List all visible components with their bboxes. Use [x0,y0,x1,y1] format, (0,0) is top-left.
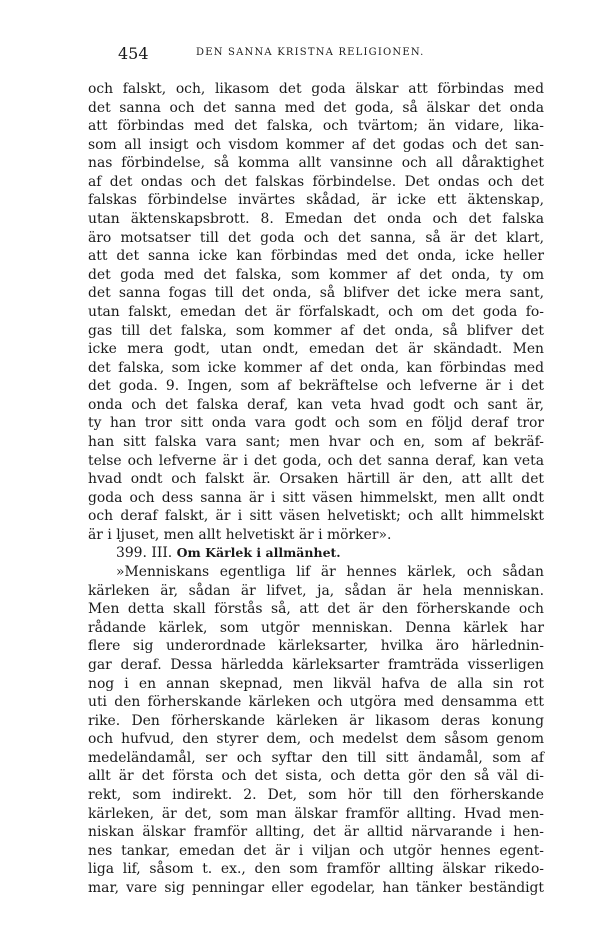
text-line-content: det goda. 9. Ingen, som af bekräftelse och lefverne är i det [88,378,544,395]
text-line [88,619,544,638]
text-line [88,730,544,749]
text-line [88,229,544,248]
text-line-content: liga lif, såsom t. ex., den som framför allting älskar rikedo- [88,861,544,878]
text-line [88,284,544,303]
text-line [88,247,544,266]
text-line-content: hvad ondt och falskt är. Orsaken härtill är den, att allt det [88,471,544,488]
text-line [88,266,544,285]
text-line [88,805,544,824]
text-line [88,303,544,322]
text-line-content: det goda med det falska, som kommer af det onda, ty om [88,266,544,283]
text-line-content: rike. Den förherskande kärleken är likasom deras konung [88,712,544,729]
text-line [88,786,544,805]
book-page [88,44,544,897]
text-line-content: gar deraf. Dessa härledda kärleksarter framträda visserligen [88,656,544,673]
text-line-content: af det ondas och det falskas förbindelse. Det ondas och det [88,173,544,190]
text-line [88,340,544,359]
text-line-content: kärleken, är det, som man älskar framför allting. Hvad men- [88,805,544,822]
text-line [88,767,544,786]
text-line-content: kärleken är, sådan är lifvet, ja, sådan är hela menniskan. [88,582,544,599]
text-line [88,470,544,489]
text-line [88,563,544,582]
text-line [88,191,544,210]
text-line-content: allt är det första och det sista, och detta gör den så väl di- [88,768,544,785]
text-line-content: »Menniskans egentliga lif är hennes kärlek, och sådan [116,564,544,581]
text-line-content: han sitt falska vara sant; men hvar och en, som af bekräf- [88,433,544,450]
text-line-content: nas förbindelse, så komma allt vansinne och all dåraktighet [88,155,544,172]
text-line [88,359,544,378]
text-line-content: niskan älskar framför allting, det är alltid närvarande i hen- [88,824,544,841]
text-line [88,322,544,341]
text-line-content: onda och det falska deraf, kan veta hvad godt och sant är, [88,396,544,413]
text-line [88,507,544,526]
text-line [88,396,544,415]
text-line [88,414,544,433]
text-line [88,712,544,731]
text-line [88,823,544,842]
text-line [88,637,544,656]
text-line-content: som all insigt och visdom kommer af det godas och det san- [88,136,544,153]
text-line [88,210,544,229]
text-line-content: nog i en annan skepnad, men likväl hafva de alla sin rot [88,675,544,692]
text-line [88,860,544,879]
text-line [88,117,544,136]
text-line-content: icke mera godt, utan ondt, emedan det är skändadt. Men [88,341,544,358]
text-line [88,80,544,99]
text-line [88,656,544,675]
text-line-content: Men detta skall förstås så, att det är den förherskande och [88,601,544,618]
text-line [88,879,544,898]
text-line-content: goda och dess sanna är i sitt väsen himmelskt, men allt ondt [88,489,544,506]
text-line [88,99,544,118]
body-text [88,80,544,897]
text-line-content: och hufvud, den styrer dem, och medelst dem såsom genom [88,731,544,748]
text-line [88,693,544,712]
text-line-content: utan äktenskapsbrott. 8. Emedan det onda och det falska [88,211,544,228]
text-line-content: gas till det falska, som kommer af det onda, så blifver det [88,322,544,339]
text-line-content: ty han tror sitt onda vara godt och som en följd deraf tror [88,415,544,432]
page-header [88,44,544,66]
text-line [88,173,544,192]
running-head: DEN SANNA KRISTNA RELIGIONEN. [196,47,425,58]
text-line-content: äro motsatser till det goda och det sanna, så är det klart, [88,229,544,246]
text-line-content: telse och lefverne är i det goda, och det sanna deraf, kan veta [88,452,544,469]
text-line-content: 399. III. [116,545,177,562]
text-line-content: rekt, som indirekt. 2. Det, som hör till den förherskande [88,786,544,803]
text-line [88,582,544,601]
text-line [88,600,544,619]
text-line-content: att det sanna icke kan förbindas med det onda, icke heller [88,248,544,265]
text-line-content: nes tankar, emedan det är i viljan och utgör hennes egent- [88,842,544,859]
text-line-content: det sanna och det sanna med det goda, så älskar det onda [88,99,544,116]
page-number: 454 [118,44,149,63]
text-line-content: medeländamål, ser och syftar den till sitt ändamål, som af [88,749,544,766]
text-line-content: uti den förherskande kärleken och utgöra med densamma ett [88,694,544,711]
text-line [88,489,544,508]
text-line-content: att förbindas med det falska, och tvärtom; än vidare, lika- [88,118,544,135]
text-line [88,749,544,768]
text-line-content: flere sig underordnade kärleksarter, hvilka äro härlednin- [88,638,544,655]
text-line-content: och falskt, och, likasom det goda älskar att förbindas med [88,81,544,97]
text-line-content: mar, vare sig penningar eller egodelar, han tänker beständigt [88,879,544,896]
text-line [88,526,544,545]
text-line [88,377,544,396]
section-heading: Om Kärlek i allmänhet. [176,545,341,561]
text-line [88,675,544,694]
text-line [88,136,544,155]
text-line-content: det sanna fogas till det onda, så blifver det icke mera sant, [88,285,544,302]
text-line-content: är i ljuset, men allt helvetiskt är i mörker». [88,526,392,543]
text-line-content: falskas förbindelse invärtes skådad, är icke ett äktenskap, [88,192,544,209]
text-line [88,452,544,471]
text-line-content: det falska, som icke kommer af det onda, kan förbindas med [88,359,544,376]
text-line [88,842,544,861]
text-line-content: och deraf falskt, är i sitt väsen helvetiskt; och allt himmelskt [88,508,544,525]
text-line [88,154,544,173]
text-line [88,433,544,452]
text-line-content: utan falskt, emedan det är förfalskadt, och om det goda fo- [88,303,544,320]
text-line-content: rådande kärlek, som utgör menniskan. Denna kärlek har [88,619,544,636]
section-heading-line [88,544,544,563]
